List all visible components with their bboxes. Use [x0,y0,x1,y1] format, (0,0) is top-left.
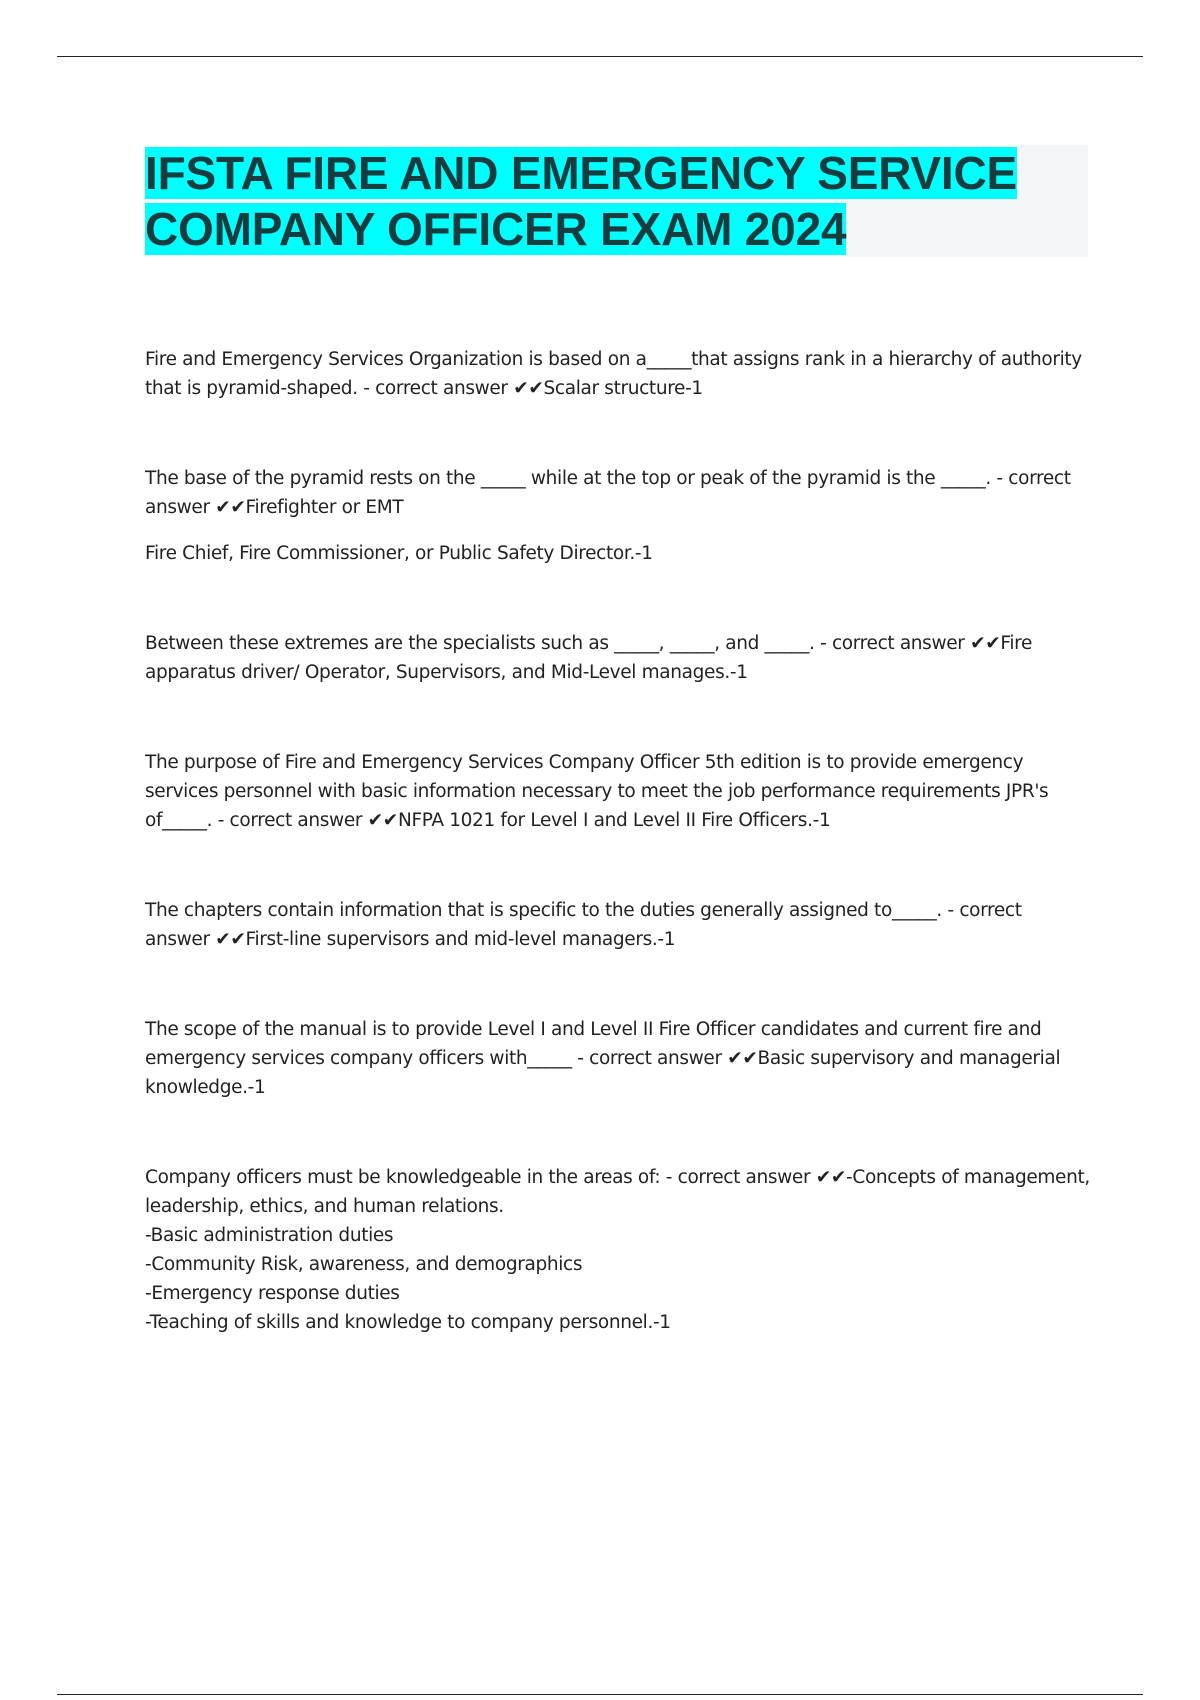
document-title [145,145,1088,257]
question-text: The scope of the manual is to provide Level I and Level II Fire Officer candidates and current fire and emergency services company officers with_____ - correct answer ✔✔Basic supervisory and managerial knowledge.-1 [145,1019,1061,1098]
question-text: Between these extremes are the specialists such as _____, _____, and _____. - correct answer ✔✔Fire apparatus driver/ Operator, Supervisors, and Mid-Level manages.-1 [145,633,1032,683]
question-text: Fire and Emergency Services Organization is based on a_____that assigns rank in a hierarchy of authority that is pyramid-shaped. - correct answer ✔✔Scalar structure-1 [145,349,1082,399]
question-item-7 [145,1163,1090,1337]
bottom-rule [57,1694,1143,1695]
question-item-3 [145,629,1090,687]
question-item-4 [145,748,1090,835]
top-rule [57,56,1143,57]
question-list [145,345,1090,1337]
question-text: The base of the pyramid rests on the _____ while at the top or peak of the pyramid is the _____. - correct answer ✔✔Firefighter or EMT [145,468,1071,518]
answer-list-item: -Basic administration duties [145,1225,394,1246]
question-item-2 [145,464,1090,568]
answer-list-item: -Community Risk, awareness, and demographics [145,1254,583,1275]
title-line-1: IFSTA FIRE AND EMERGENCY SERVICE [145,147,1017,199]
question-item-5 [145,896,1090,954]
answer-list-item: -Emergency response duties [145,1283,400,1304]
question-item-6 [145,1015,1090,1102]
title-line-2: COMPANY OFFICER EXAM 2024 [145,203,847,255]
question-text: The chapters contain information that is specific to the duties generally assigned to_____. - correct answer ✔✔First-line supervisors and mid-level managers.-1 [145,900,1022,950]
question-item-1 [145,345,1090,403]
question-text: The purpose of Fire and Emergency Services Company Officer 5th edition is to provide emergency services personnel with basic information necessary to meet the job performance requirements JPR's of_____. - correct answer ✔✔NFPA 1021 for Level I and Level II Fire Officers.-1 [145,752,1049,831]
title-block [145,145,1088,257]
question-text: Company officers must be knowledgeable in the areas of: - correct answer ✔✔-Concepts of management, leadership, ethics, and human relations. [145,1167,1090,1217]
answer-list-item: -Teaching of skills and knowledge to company personnel.-1 [145,1312,671,1333]
answer-continuation: Fire Chief, Fire Commissioner, or Public Safety Director.-1 [145,543,653,564]
